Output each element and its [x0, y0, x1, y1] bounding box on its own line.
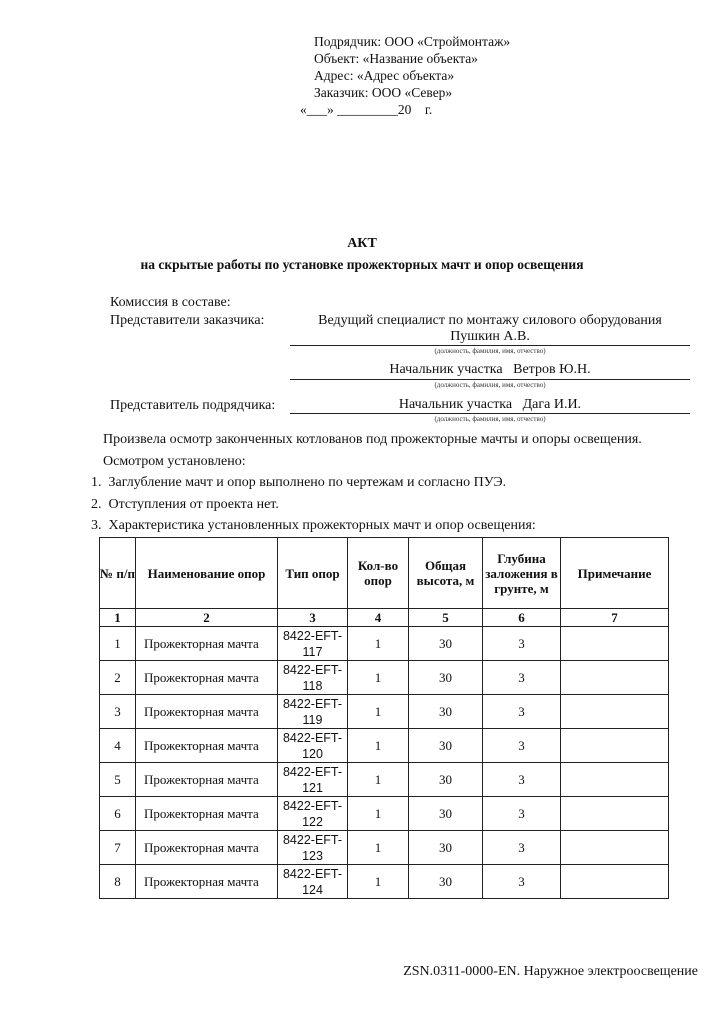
mast-name: Прожекторная мачта — [136, 865, 278, 899]
mast-note — [561, 695, 669, 729]
rep3-underline — [290, 413, 690, 414]
mast-type: 8422-EFT-117 — [278, 627, 348, 661]
mast-depth: 3 — [483, 729, 561, 763]
mast-depth: 3 — [483, 627, 561, 661]
rep2-field: Начальник участка Ветров Ю.Н. — [389, 362, 591, 377]
header-number: № п/п — [100, 538, 136, 609]
header-note: Примечание — [561, 538, 669, 609]
table-header-row — [100, 538, 669, 609]
customer-line: Заказчик: ООО «Север» — [314, 85, 453, 100]
header-depth: Глубина заложения в грунте, м — [483, 538, 561, 609]
rep1-name: Пушкин А.В. — [450, 329, 530, 344]
mast-depth: 3 — [483, 661, 561, 695]
mast-height: 30 — [409, 729, 483, 763]
date-line: «___» _________20 г. — [300, 102, 433, 117]
mast-quantity: 1 — [348, 627, 409, 661]
mast-type: 8422-EFT-118 — [278, 661, 348, 695]
rep2-underline — [290, 379, 690, 380]
established-text: Осмотром установлено: — [103, 454, 246, 469]
address-line: Адрес: «Адрес объекта» — [314, 68, 455, 83]
document-subtitle: на скрытые работы по установке прожекторных мачт и опор освещения — [140, 257, 584, 272]
mast-quantity: 1 — [348, 831, 409, 865]
object-line: Объект: «Название объекта» — [314, 51, 478, 66]
row-number: 4 — [100, 729, 136, 763]
mast-height: 30 — [409, 831, 483, 865]
mast-quantity: 1 — [348, 661, 409, 695]
row-number: 2 — [100, 661, 136, 695]
mast-note — [561, 729, 669, 763]
table-row — [100, 831, 669, 865]
mast-note — [561, 831, 669, 865]
masts-table — [99, 537, 669, 899]
row-number: 8 — [100, 865, 136, 899]
table-row — [100, 797, 669, 831]
column-number: 1 — [100, 609, 136, 627]
row-number: 5 — [100, 763, 136, 797]
mast-depth: 3 — [483, 797, 561, 831]
mast-name: Прожекторная мачта — [136, 763, 278, 797]
mast-quantity: 1 — [348, 695, 409, 729]
row-number: 7 — [100, 831, 136, 865]
contractor-rep-label: Представитель подрядчика: — [110, 398, 276, 413]
footer-text: ZSN.0311-0000-EN. Наружное электроосвещение — [403, 964, 698, 979]
mast-height: 30 — [409, 695, 483, 729]
header-height: Общая высота, м — [409, 538, 483, 609]
mast-note — [561, 763, 669, 797]
rep2-caption: (должность, фамилия, имя, отчество) — [434, 381, 546, 389]
mast-height: 30 — [409, 661, 483, 695]
mast-type: 8422-EFT-123 — [278, 831, 348, 865]
mast-name: Прожекторная мачта — [136, 831, 278, 865]
mast-height: 30 — [409, 763, 483, 797]
column-number: 4 — [348, 609, 409, 627]
finding-item-1: 1. Заглубление мачт и опор выполнено по чертежам и согласно ПУЭ. — [91, 475, 507, 490]
contractor-line: Подрядчик: ООО «Строймонтаж» — [314, 34, 511, 49]
rep3-field: Начальник участка Дага И.И. — [398, 397, 582, 412]
column-number: 6 — [483, 609, 561, 627]
table-row — [100, 763, 669, 797]
mast-name: Прожекторная мачта — [136, 729, 278, 763]
mast-type: 8422-EFT-122 — [278, 797, 348, 831]
header-name: Наименование опор — [136, 538, 278, 609]
mast-name: Прожекторная мачта — [136, 661, 278, 695]
mast-name: Прожекторная мачта — [136, 695, 278, 729]
mast-note — [561, 661, 669, 695]
rep1-caption: (должность, фамилия, имя, отчество) — [434, 347, 546, 355]
row-number: 3 — [100, 695, 136, 729]
mast-type: 8422-EFT-121 — [278, 763, 348, 797]
mast-name: Прожекторная мачта — [136, 797, 278, 831]
document-title: АКТ — [347, 236, 377, 251]
table-body — [100, 609, 669, 899]
header-quantity: Кол-во опор — [348, 538, 409, 609]
table-row — [100, 661, 669, 695]
mast-type: 8422-EFT-120 — [278, 729, 348, 763]
mast-quantity: 1 — [348, 865, 409, 899]
column-number: 7 — [561, 609, 669, 627]
mast-height: 30 — [409, 797, 483, 831]
inspection-text: Произвела осмотр законченных котлованов под прожекторные мачты и опоры освещения. — [103, 432, 642, 447]
column-number: 5 — [409, 609, 483, 627]
mast-depth: 3 — [483, 865, 561, 899]
rep1-position: Ведущий специалист по монтажу силового оборудования — [318, 313, 662, 328]
mast-height: 30 — [409, 627, 483, 661]
commission-label: Комиссия в составе: — [110, 295, 231, 310]
mast-depth: 3 — [483, 763, 561, 797]
mast-quantity: 1 — [348, 729, 409, 763]
mast-name: Прожекторная мачта — [136, 627, 278, 661]
finding-item-3: 3. Характеристика установленных прожекторных мачт и опор освещения: — [91, 518, 536, 533]
table-row — [100, 627, 669, 661]
column-number: 2 — [136, 609, 278, 627]
column-number-row — [100, 609, 669, 627]
mast-quantity: 1 — [348, 763, 409, 797]
table-row — [100, 865, 669, 899]
customer-reps-label: Представители заказчика: — [110, 313, 265, 328]
finding-item-2: 2. Отступления от проекта нет. — [91, 497, 279, 512]
table-row — [100, 729, 669, 763]
mast-note — [561, 627, 669, 661]
row-number: 6 — [100, 797, 136, 831]
rep3-caption: (должность, фамилия, имя, отчество) — [434, 415, 546, 423]
mast-type: 8422-EFT-124 — [278, 865, 348, 899]
mast-type: 8422-EFT-119 — [278, 695, 348, 729]
row-number: 1 — [100, 627, 136, 661]
mast-note — [561, 865, 669, 899]
header-type: Тип опор — [278, 538, 348, 609]
mast-depth: 3 — [483, 695, 561, 729]
column-number: 3 — [278, 609, 348, 627]
table-row — [100, 695, 669, 729]
mast-height: 30 — [409, 865, 483, 899]
mast-depth: 3 — [483, 831, 561, 865]
mast-note — [561, 797, 669, 831]
mast-quantity: 1 — [348, 797, 409, 831]
rep1-underline — [290, 345, 690, 346]
